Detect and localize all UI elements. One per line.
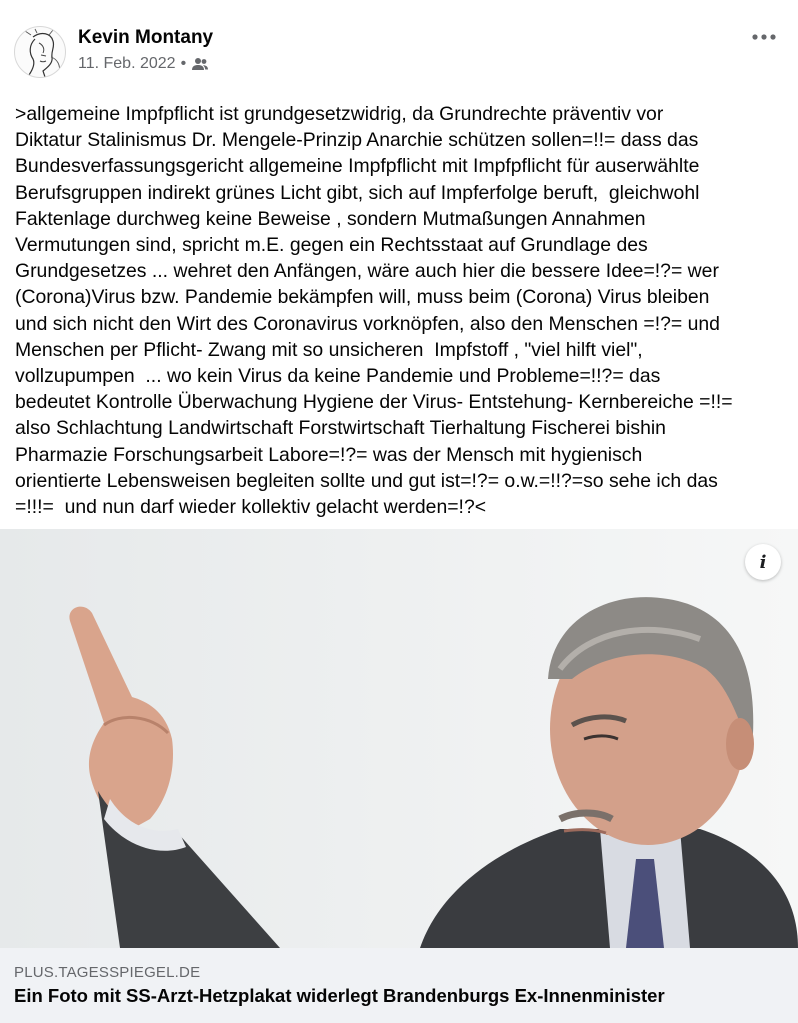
author-avatar[interactable] xyxy=(14,26,66,78)
info-icon: i xyxy=(759,551,767,573)
avatar-sketch-image xyxy=(15,27,66,78)
post-header xyxy=(0,0,798,90)
friends-icon[interactable] xyxy=(191,57,209,71)
info-button[interactable] xyxy=(745,544,781,580)
post-text: >allgemeine Impfpflicht ist grundgesetzwidrig, da Grundrechte präventiv vor Diktatur Stalinismus Dr. Mengele-Prinzip Anarchie schützen sollen=!!= dass das Bundesverfassungsgericht allgemeine Impfpflicht mit Impfpflicht für auserwählte Berufsgruppen indirekt grünes Licht gibt, sich auf Impferfolge beruft, gleichwohl Faktenlage durchweg keine Beweise , sondern Mutmaßungen Annahmen Vermutungen sind, spricht m.E. gegen ein Rechtsstaat auf Grundlage des Grundgesetzes ... wehret den Anfängen, wäre auch hier die bessere Idee=!?= wer (Corona)Virus bzw. Pandemie bekämpfen will, muss beim (Corona) Virus bleiben und sich nicht den Wirt des Coronavirus vorknöpfen, also den Menschen =!?= und Menschen per Pflicht- Zwang mit so unsicheren Impfstoff , "viel hilft viel", vollzupumpen ... wo kein Virus da keine Pandemie und Probleme=!!?= das bedeutet Kontrolle Überwachung Hygiene der Virus- Entstehung- Kernbereiche =!!= also Schlachtung Landwirtschaft Forstwirtschaft Tierhaltung Fischerei bishin Pharmazie Forschungsarbeit Labore=!?= was der Mensch mit hygienisch orientierte Lebensweisen begleiten sollte und gut ist=!?= o.w.=!!?=so sehe ich das =!!!= und nun darf wieder kollektiv gelacht werden=!?< xyxy=(15,103,733,519)
more-options-button[interactable] xyxy=(748,24,780,50)
author-name[interactable]: Kevin Montany xyxy=(78,27,214,48)
link-domain: PLUS.TAGESSPIEGEL.DE xyxy=(14,964,201,981)
link-preview-image[interactable] xyxy=(0,529,798,948)
more-options-icon xyxy=(752,34,776,40)
meta-separator: • xyxy=(180,55,187,72)
link-preview-footer[interactable] xyxy=(0,948,798,1023)
post-meta xyxy=(78,55,209,73)
post-date[interactable]: 11. Feb. 2022 xyxy=(78,55,176,72)
link-title[interactable]: Ein Foto mit SS-Arzt-Hetzplakat widerlegt Brandenburgs Ex-Innenminister xyxy=(14,985,665,1006)
